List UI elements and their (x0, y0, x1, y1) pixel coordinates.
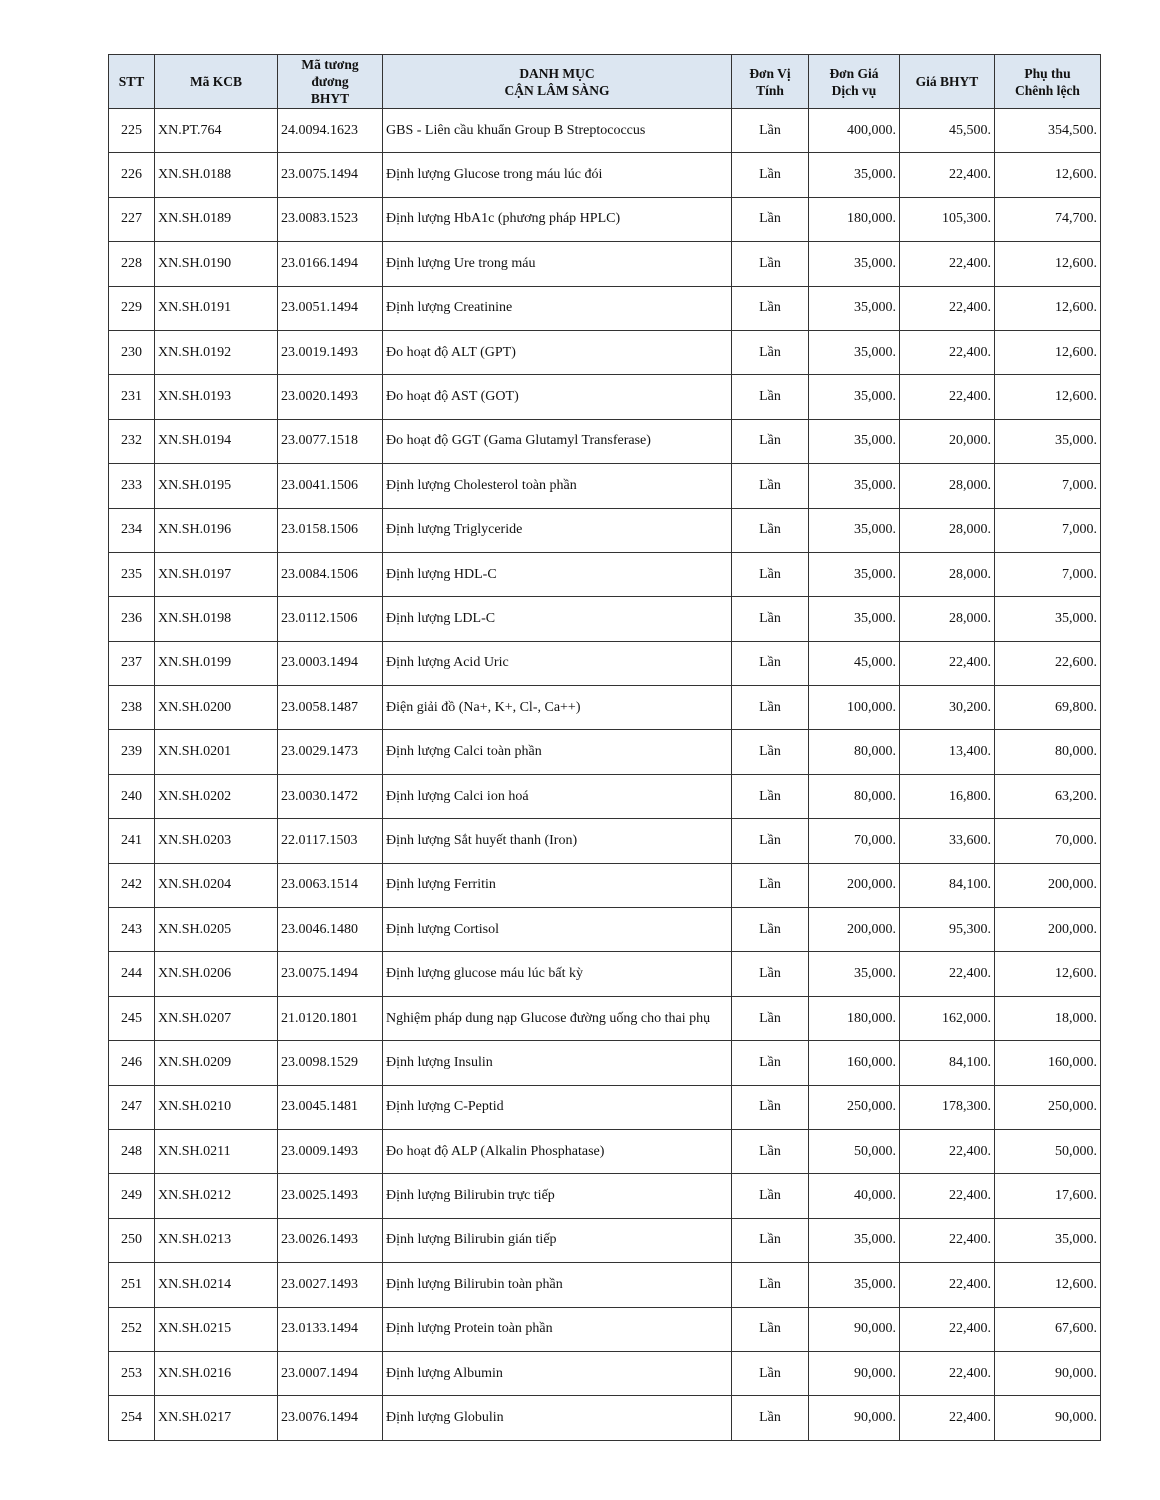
cell-stt: 235 (109, 552, 155, 596)
cell-gia-bhyt: 28,000. (900, 597, 995, 641)
cell-phu-thu: 35,000. (995, 419, 1101, 463)
cell-ma-kcb: XN.SH.0192 (155, 330, 278, 374)
cell-gia-bhyt: 20,000. (900, 419, 995, 463)
cell-stt: 245 (109, 996, 155, 1040)
table-row (109, 286, 1101, 330)
cell-phu-thu: 35,000. (995, 1218, 1101, 1262)
cell-don-vi: Lần (732, 197, 809, 241)
cell-danh-muc: Định lượng Sắt huyết thanh (Iron) (383, 819, 732, 863)
cell-ma-kcb: XN.SH.0204 (155, 863, 278, 907)
cell-ma-kcb: XN.SH.0197 (155, 552, 278, 596)
cell-don-gia: 35,000. (809, 286, 900, 330)
cell-don-gia: 200,000. (809, 863, 900, 907)
cell-don-gia: 400,000. (809, 109, 900, 153)
table-row (109, 597, 1101, 641)
cell-ma-kcb: XN.SH.0209 (155, 1041, 278, 1085)
cell-danh-muc: Định lượng HbA1c (phương pháp HPLC) (383, 197, 732, 241)
cell-phu-thu: 63,200. (995, 774, 1101, 818)
cell-gia-bhyt: 84,100. (900, 1041, 995, 1085)
table-row (109, 952, 1101, 996)
cell-don-vi: Lần (732, 1085, 809, 1129)
cell-phu-thu: 12,600. (995, 153, 1101, 197)
cell-phu-thu: 12,600. (995, 375, 1101, 419)
cell-danh-muc: Định lượng Acid Uric (383, 641, 732, 685)
header-stt: STT (109, 55, 155, 109)
cell-don-gia: 35,000. (809, 464, 900, 508)
cell-don-gia: 35,000. (809, 552, 900, 596)
cell-don-vi: Lần (732, 597, 809, 641)
table-row (109, 330, 1101, 374)
cell-ma-bhyt: 24.0094.1623 (278, 109, 383, 153)
cell-ma-kcb: XN.SH.0216 (155, 1351, 278, 1395)
cell-don-vi: Lần (732, 1351, 809, 1395)
table-row (109, 641, 1101, 685)
cell-danh-muc: Định lượng Ure trong máu (383, 242, 732, 286)
table-row (109, 996, 1101, 1040)
cell-ma-kcb: XN.SH.0202 (155, 774, 278, 818)
table-row (109, 1174, 1101, 1218)
cell-stt: 227 (109, 197, 155, 241)
cell-gia-bhyt: 30,200. (900, 686, 995, 730)
cell-don-gia: 80,000. (809, 730, 900, 774)
cell-phu-thu: 200,000. (995, 908, 1101, 952)
cell-stt: 254 (109, 1396, 155, 1440)
cell-danh-muc: Đo hoạt độ GGT (Gama Glutamyl Transferase) (383, 419, 732, 463)
cell-stt: 240 (109, 774, 155, 818)
cell-gia-bhyt: 33,600. (900, 819, 995, 863)
cell-danh-muc: Định lượng Creatinine (383, 286, 732, 330)
cell-ma-bhyt: 23.0158.1506 (278, 508, 383, 552)
cell-stt: 232 (109, 419, 155, 463)
cell-stt: 233 (109, 464, 155, 508)
cell-danh-muc: Định lượng LDL-C (383, 597, 732, 641)
cell-danh-muc: Điện giải đồ (Na+, K+, Cl-, Ca++) (383, 686, 732, 730)
cell-don-gia: 35,000. (809, 419, 900, 463)
table-row (109, 730, 1101, 774)
cell-phu-thu: 7,000. (995, 508, 1101, 552)
cell-ma-bhyt: 23.0003.1494 (278, 641, 383, 685)
cell-don-vi: Lần (732, 686, 809, 730)
cell-stt: 250 (109, 1218, 155, 1262)
cell-danh-muc: Định lượng HDL-C (383, 552, 732, 596)
cell-ma-bhyt: 23.0019.1493 (278, 330, 383, 374)
cell-ma-kcb: XN.SH.0200 (155, 686, 278, 730)
cell-ma-bhyt: 23.0075.1494 (278, 153, 383, 197)
cell-stt: 239 (109, 730, 155, 774)
cell-phu-thu: 354,500. (995, 109, 1101, 153)
cell-don-gia: 180,000. (809, 197, 900, 241)
cell-danh-muc: Đo hoạt độ ALP (Alkalin Phosphatase) (383, 1129, 732, 1173)
header-danh-muc: DANH MỤC CẬN LÂM SÀNG (383, 55, 732, 109)
header-ma-tuong-duong: Mã tương đương BHYT (278, 55, 383, 109)
cell-ma-kcb: XN.SH.0215 (155, 1307, 278, 1351)
cell-don-gia: 40,000. (809, 1174, 900, 1218)
table-row (109, 197, 1101, 241)
cell-don-vi: Lần (732, 330, 809, 374)
cell-ma-kcb: XN.SH.0203 (155, 819, 278, 863)
cell-ma-kcb: XN.SH.0195 (155, 464, 278, 508)
cell-don-vi: Lần (732, 242, 809, 286)
cell-danh-muc: Định lượng Albumin (383, 1351, 732, 1395)
cell-don-gia: 35,000. (809, 597, 900, 641)
cell-gia-bhyt: 22,400. (900, 330, 995, 374)
cell-don-gia: 35,000. (809, 242, 900, 286)
cell-don-gia: 45,000. (809, 641, 900, 685)
cell-ma-bhyt: 23.0007.1494 (278, 1351, 383, 1395)
cell-phu-thu: 74,700. (995, 197, 1101, 241)
table-row (109, 1351, 1101, 1395)
cell-ma-bhyt: 23.0075.1494 (278, 952, 383, 996)
cell-ma-bhyt: 23.0077.1518 (278, 419, 383, 463)
cell-danh-muc: Định lượng Glucose trong máu lúc đói (383, 153, 732, 197)
cell-ma-bhyt: 23.0133.1494 (278, 1307, 383, 1351)
cell-stt: 241 (109, 819, 155, 863)
cell-ma-bhyt: 23.0083.1523 (278, 197, 383, 241)
header-don-vi: Đơn Vị Tính (732, 55, 809, 109)
cell-danh-muc: GBS - Liên cầu khuẩn Group B Streptococcus (383, 109, 732, 153)
cell-don-gia: 200,000. (809, 908, 900, 952)
cell-danh-muc: Định lượng Cortisol (383, 908, 732, 952)
table-row (109, 419, 1101, 463)
cell-ma-kcb: XN.SH.0194 (155, 419, 278, 463)
cell-don-vi: Lần (732, 1396, 809, 1440)
cell-phu-thu: 160,000. (995, 1041, 1101, 1085)
cell-don-vi: Lần (732, 153, 809, 197)
cell-phu-thu: 12,600. (995, 286, 1101, 330)
cell-phu-thu: 90,000. (995, 1351, 1101, 1395)
cell-stt: 243 (109, 908, 155, 952)
table-body (109, 109, 1101, 1441)
cell-danh-muc: Đo hoạt độ ALT (GPT) (383, 330, 732, 374)
table-row (109, 508, 1101, 552)
cell-ma-kcb: XN.PT.764 (155, 109, 278, 153)
cell-stt: 247 (109, 1085, 155, 1129)
cell-don-gia: 160,000. (809, 1041, 900, 1085)
cell-gia-bhyt: 84,100. (900, 863, 995, 907)
cell-ma-bhyt: 23.0009.1493 (278, 1129, 383, 1173)
cell-gia-bhyt: 22,400. (900, 1307, 995, 1351)
cell-danh-muc: Định lượng Calci ion hoá (383, 774, 732, 818)
cell-danh-muc: Định lượng Cholesterol toàn phần (383, 464, 732, 508)
cell-phu-thu: 18,000. (995, 996, 1101, 1040)
cell-ma-kcb: XN.SH.0214 (155, 1263, 278, 1307)
cell-ma-bhyt: 23.0063.1514 (278, 863, 383, 907)
table-row (109, 464, 1101, 508)
cell-stt: 252 (109, 1307, 155, 1351)
cell-phu-thu: 67,600. (995, 1307, 1101, 1351)
cell-don-gia: 70,000. (809, 819, 900, 863)
header-ma-kcb: Mã KCB (155, 55, 278, 109)
table-header (109, 55, 1101, 109)
cell-ma-bhyt: 23.0027.1493 (278, 1263, 383, 1307)
cell-gia-bhyt: 162,000. (900, 996, 995, 1040)
cell-don-vi: Lần (732, 819, 809, 863)
cell-ma-kcb: XN.SH.0207 (155, 996, 278, 1040)
cell-don-vi: Lần (732, 1129, 809, 1173)
table-row (109, 242, 1101, 286)
cell-stt: 226 (109, 153, 155, 197)
table-row (109, 819, 1101, 863)
cell-don-vi: Lần (732, 508, 809, 552)
cell-ma-bhyt: 23.0112.1506 (278, 597, 383, 641)
cell-don-gia: 90,000. (809, 1307, 900, 1351)
cell-ma-bhyt: 21.0120.1801 (278, 996, 383, 1040)
cell-don-gia: 35,000. (809, 508, 900, 552)
cell-ma-bhyt: 23.0030.1472 (278, 774, 383, 818)
cell-don-vi: Lần (732, 996, 809, 1040)
cell-phu-thu: 200,000. (995, 863, 1101, 907)
cell-danh-muc: Định lượng Bilirubin gián tiếp (383, 1218, 732, 1262)
cell-don-vi: Lần (732, 464, 809, 508)
cell-ma-kcb: XN.SH.0201 (155, 730, 278, 774)
cell-gia-bhyt: 22,400. (900, 1174, 995, 1218)
table-row (109, 1041, 1101, 1085)
cell-ma-bhyt: 23.0058.1487 (278, 686, 383, 730)
cell-gia-bhyt: 28,000. (900, 508, 995, 552)
cell-ma-kcb: XN.SH.0210 (155, 1085, 278, 1129)
cell-phu-thu: 50,000. (995, 1129, 1101, 1173)
cell-stt: 225 (109, 109, 155, 153)
cell-gia-bhyt: 95,300. (900, 908, 995, 952)
cell-ma-kcb: XN.SH.0196 (155, 508, 278, 552)
cell-gia-bhyt: 28,000. (900, 552, 995, 596)
cell-ma-bhyt: 23.0026.1493 (278, 1218, 383, 1262)
cell-ma-bhyt: 23.0084.1506 (278, 552, 383, 596)
cell-ma-kcb: XN.SH.0191 (155, 286, 278, 330)
table-row (109, 1218, 1101, 1262)
table-row (109, 552, 1101, 596)
cell-ma-bhyt: 23.0041.1506 (278, 464, 383, 508)
cell-don-vi: Lần (732, 952, 809, 996)
cell-stt: 236 (109, 597, 155, 641)
cell-ma-kcb: XN.SH.0188 (155, 153, 278, 197)
cell-don-gia: 180,000. (809, 996, 900, 1040)
cell-gia-bhyt: 22,400. (900, 286, 995, 330)
cell-danh-muc: Định lượng Bilirubin trực tiếp (383, 1174, 732, 1218)
cell-gia-bhyt: 28,000. (900, 464, 995, 508)
cell-phu-thu: 69,800. (995, 686, 1101, 730)
cell-stt: 238 (109, 686, 155, 730)
cell-don-gia: 90,000. (809, 1396, 900, 1440)
cell-don-gia: 250,000. (809, 1085, 900, 1129)
cell-ma-bhyt: 23.0029.1473 (278, 730, 383, 774)
cell-gia-bhyt: 22,400. (900, 1351, 995, 1395)
cell-danh-muc: Nghiệm pháp dung nạp Glucose đường uống cho thai phụ (383, 996, 732, 1040)
cell-stt: 253 (109, 1351, 155, 1395)
cell-stt: 229 (109, 286, 155, 330)
table-row (109, 109, 1101, 153)
cell-stt: 244 (109, 952, 155, 996)
cell-danh-muc: Định lượng Bilirubin toàn phần (383, 1263, 732, 1307)
cell-stt: 246 (109, 1041, 155, 1085)
cell-don-vi: Lần (732, 375, 809, 419)
table-row (109, 153, 1101, 197)
cell-phu-thu: 17,600. (995, 1174, 1101, 1218)
cell-ma-bhyt: 23.0076.1494 (278, 1396, 383, 1440)
cell-danh-muc: Định lượng Calci toàn phần (383, 730, 732, 774)
header-don-gia: Đơn Giá Dịch vụ (809, 55, 900, 109)
cell-don-gia: 100,000. (809, 686, 900, 730)
table-row (109, 1307, 1101, 1351)
cell-phu-thu: 70,000. (995, 819, 1101, 863)
cell-don-gia: 35,000. (809, 153, 900, 197)
cell-don-gia: 35,000. (809, 952, 900, 996)
cell-ma-bhyt: 23.0051.1494 (278, 286, 383, 330)
cell-don-vi: Lần (732, 1263, 809, 1307)
cell-ma-kcb: XN.SH.0189 (155, 197, 278, 241)
cell-gia-bhyt: 22,400. (900, 242, 995, 286)
cell-don-vi: Lần (732, 863, 809, 907)
cell-phu-thu: 7,000. (995, 464, 1101, 508)
cell-danh-muc: Định lượng glucose máu lúc bất kỳ (383, 952, 732, 996)
cell-phu-thu: 35,000. (995, 597, 1101, 641)
cell-don-gia: 35,000. (809, 1218, 900, 1262)
cell-ma-kcb: XN.SH.0212 (155, 1174, 278, 1218)
cell-don-gia: 35,000. (809, 1263, 900, 1307)
cell-phu-thu: 90,000. (995, 1396, 1101, 1440)
table-row (109, 863, 1101, 907)
table-row (109, 1129, 1101, 1173)
cell-ma-bhyt: 23.0046.1480 (278, 908, 383, 952)
cell-don-gia: 90,000. (809, 1351, 900, 1395)
cell-don-vi: Lần (732, 641, 809, 685)
cell-gia-bhyt: 45,500. (900, 109, 995, 153)
cell-danh-muc: Định lượng C-Peptid (383, 1085, 732, 1129)
cell-gia-bhyt: 178,300. (900, 1085, 995, 1129)
cell-gia-bhyt: 13,400. (900, 730, 995, 774)
cell-ma-kcb: XN.SH.0217 (155, 1396, 278, 1440)
cell-gia-bhyt: 105,300. (900, 197, 995, 241)
table-row (109, 1085, 1101, 1129)
cell-danh-muc: Định lượng Ferritin (383, 863, 732, 907)
cell-gia-bhyt: 22,400. (900, 1263, 995, 1307)
table-row (109, 1263, 1101, 1307)
cell-phu-thu: 80,000. (995, 730, 1101, 774)
cell-phu-thu: 22,600. (995, 641, 1101, 685)
cell-ma-bhyt: 23.0045.1481 (278, 1085, 383, 1129)
cell-don-vi: Lần (732, 419, 809, 463)
cell-don-vi: Lần (732, 1041, 809, 1085)
cell-don-vi: Lần (732, 286, 809, 330)
cell-ma-kcb: XN.SH.0193 (155, 375, 278, 419)
cell-stt: 230 (109, 330, 155, 374)
table-row (109, 774, 1101, 818)
cell-stt: 251 (109, 1263, 155, 1307)
table-row (109, 908, 1101, 952)
cell-phu-thu: 12,600. (995, 330, 1101, 374)
cell-stt: 249 (109, 1174, 155, 1218)
cell-ma-bhyt: 23.0020.1493 (278, 375, 383, 419)
cell-gia-bhyt: 22,400. (900, 1129, 995, 1173)
cell-danh-muc: Định lượng Protein toàn phần (383, 1307, 732, 1351)
cell-gia-bhyt: 22,400. (900, 153, 995, 197)
cell-ma-kcb: XN.SH.0206 (155, 952, 278, 996)
cell-ma-bhyt: 22.0117.1503 (278, 819, 383, 863)
cell-don-vi: Lần (732, 1174, 809, 1218)
table-row (109, 686, 1101, 730)
cell-don-vi: Lần (732, 1307, 809, 1351)
cell-danh-muc: Định lượng Globulin (383, 1396, 732, 1440)
cell-ma-kcb: XN.SH.0205 (155, 908, 278, 952)
cell-don-vi: Lần (732, 908, 809, 952)
cell-stt: 231 (109, 375, 155, 419)
cell-gia-bhyt: 22,400. (900, 952, 995, 996)
cell-ma-bhyt: 23.0025.1493 (278, 1174, 383, 1218)
cell-gia-bhyt: 22,400. (900, 1396, 995, 1440)
cell-don-vi: Lần (732, 730, 809, 774)
cell-don-vi: Lần (732, 1218, 809, 1262)
cell-gia-bhyt: 16,800. (900, 774, 995, 818)
price-table (108, 54, 1101, 1441)
cell-ma-kcb: XN.SH.0199 (155, 641, 278, 685)
cell-don-gia: 50,000. (809, 1129, 900, 1173)
cell-ma-kcb: XN.SH.0190 (155, 242, 278, 286)
cell-phu-thu: 12,600. (995, 1263, 1101, 1307)
cell-stt: 242 (109, 863, 155, 907)
cell-ma-kcb: XN.SH.0211 (155, 1129, 278, 1173)
cell-phu-thu: 250,000. (995, 1085, 1101, 1129)
cell-don-vi: Lần (732, 109, 809, 153)
cell-stt: 248 (109, 1129, 155, 1173)
cell-stt: 237 (109, 641, 155, 685)
cell-phu-thu: 7,000. (995, 552, 1101, 596)
cell-don-gia: 35,000. (809, 375, 900, 419)
cell-don-vi: Lần (732, 774, 809, 818)
cell-don-gia: 35,000. (809, 330, 900, 374)
cell-don-gia: 80,000. (809, 774, 900, 818)
cell-ma-bhyt: 23.0166.1494 (278, 242, 383, 286)
cell-gia-bhyt: 22,400. (900, 375, 995, 419)
cell-gia-bhyt: 22,400. (900, 1218, 995, 1262)
cell-phu-thu: 12,600. (995, 242, 1101, 286)
cell-danh-muc: Định lượng Triglyceride (383, 508, 732, 552)
table-row (109, 1396, 1101, 1440)
cell-ma-bhyt: 23.0098.1529 (278, 1041, 383, 1085)
cell-danh-muc: Định lượng Insulin (383, 1041, 732, 1085)
cell-ma-kcb: XN.SH.0198 (155, 597, 278, 641)
cell-don-vi: Lần (732, 552, 809, 596)
cell-gia-bhyt: 22,400. (900, 641, 995, 685)
cell-stt: 234 (109, 508, 155, 552)
header-phu-thu: Phụ thu Chênh lệch (995, 55, 1101, 109)
cell-danh-muc: Đo hoạt độ AST (GOT) (383, 375, 732, 419)
cell-ma-kcb: XN.SH.0213 (155, 1218, 278, 1262)
header-gia-bhyt: Giá BHYT (900, 55, 995, 109)
cell-stt: 228 (109, 242, 155, 286)
table-row (109, 375, 1101, 419)
cell-phu-thu: 12,600. (995, 952, 1101, 996)
